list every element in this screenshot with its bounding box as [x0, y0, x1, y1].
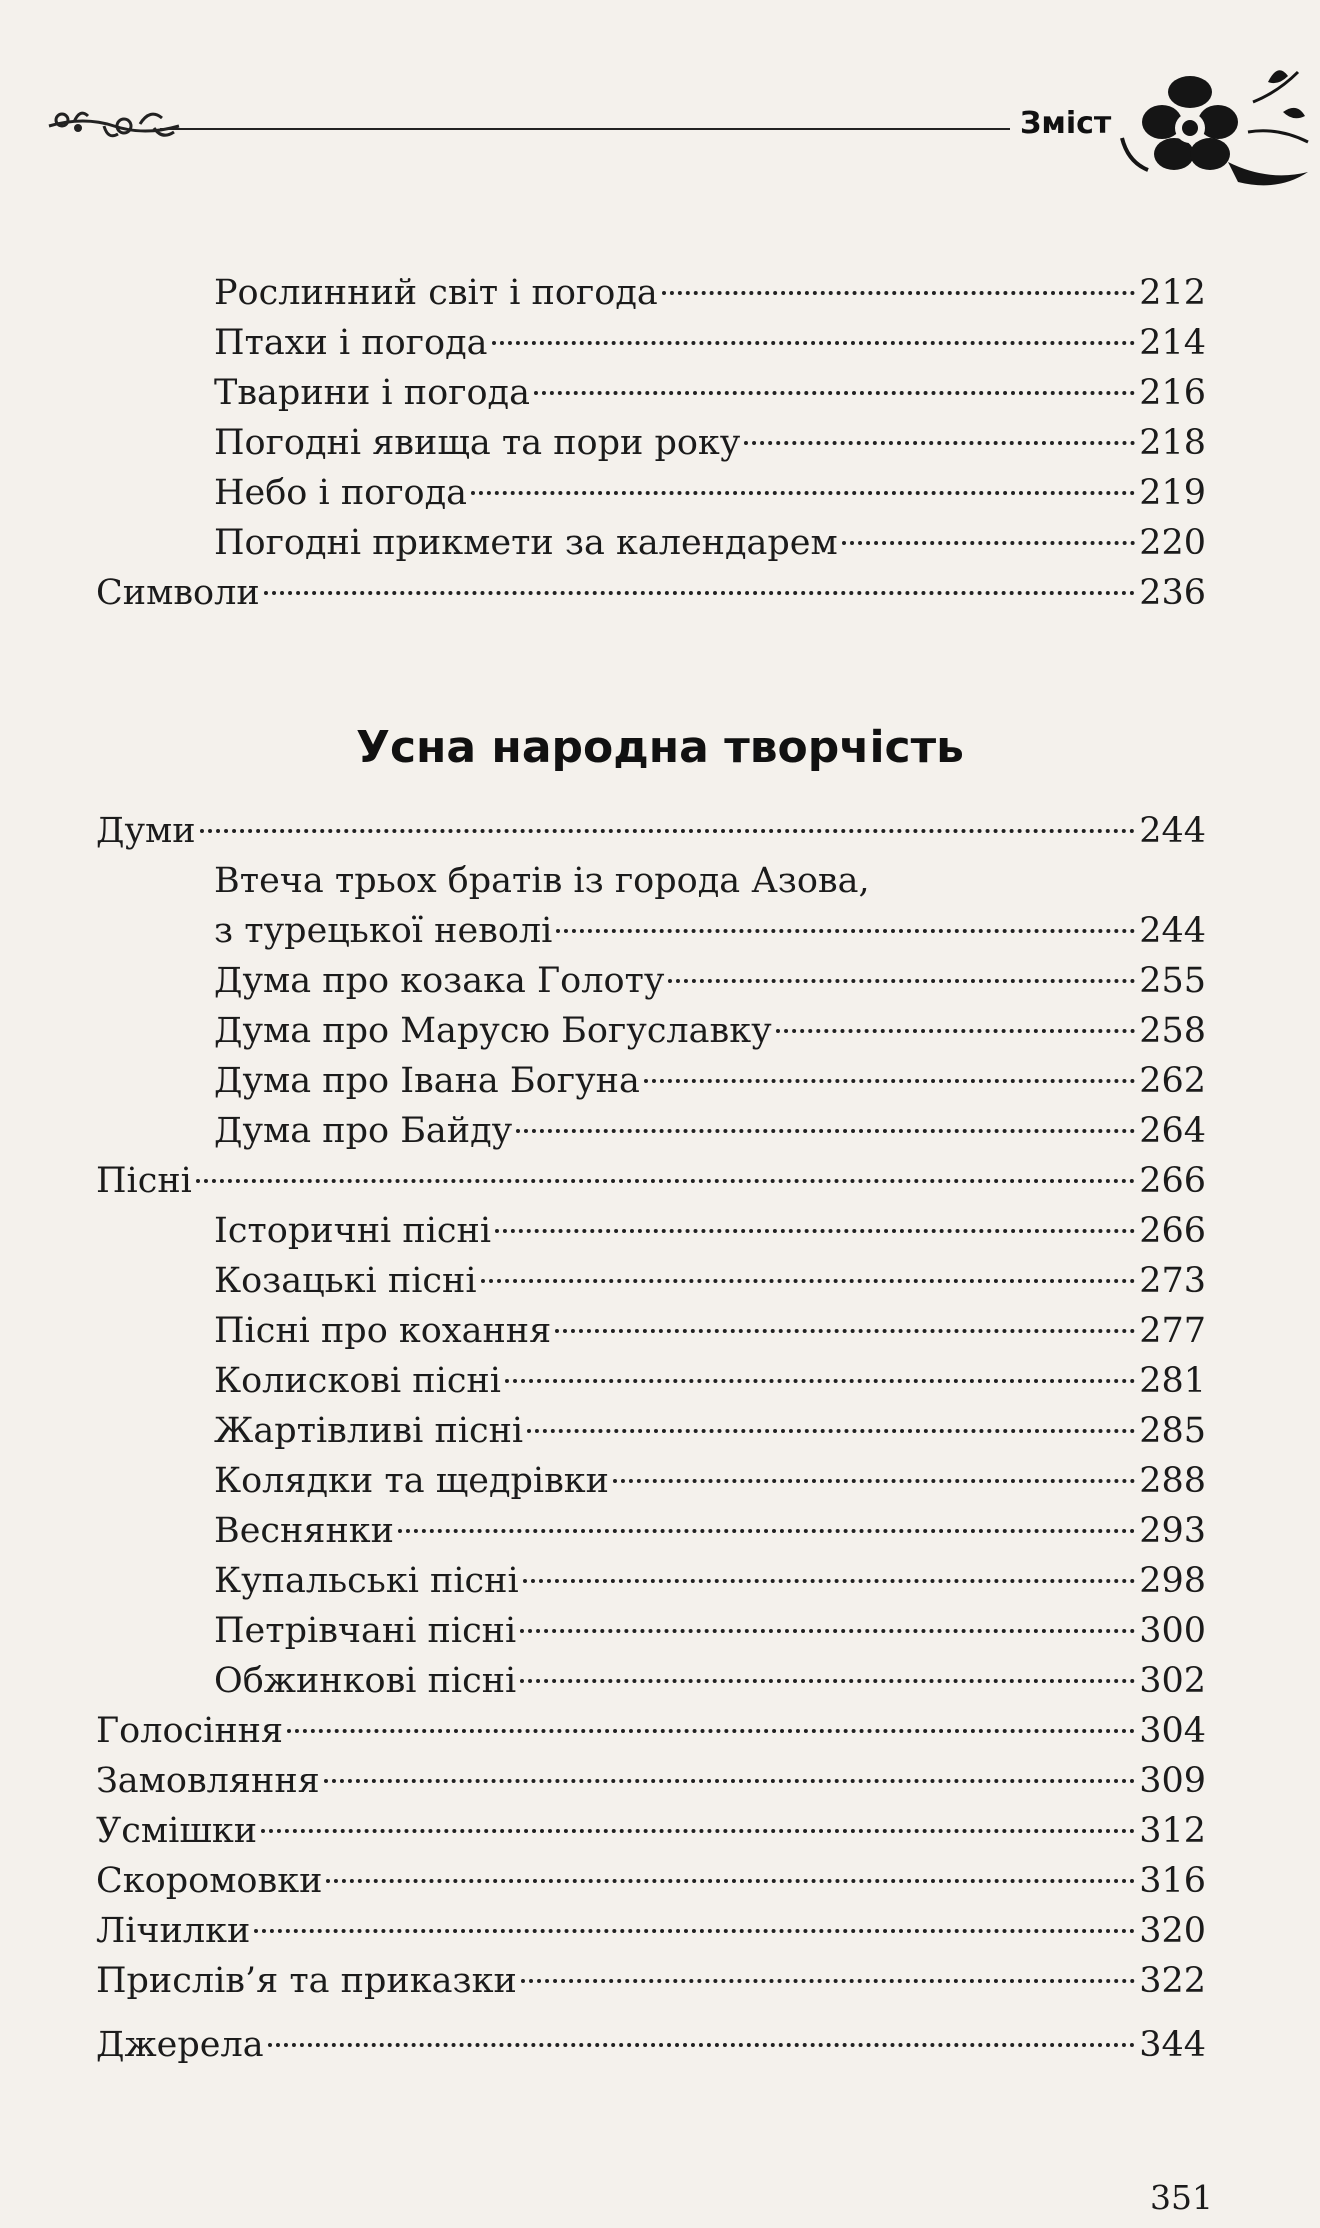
toc-entry-title: Замовляння: [96, 1761, 320, 1801]
toc-entry-page: 212: [1139, 273, 1206, 313]
toc-entry-title: Історичні пісні: [214, 1211, 492, 1251]
toc-entry: [214, 1656, 1206, 1706]
toc-entry: [214, 1556, 1206, 1606]
toc-entry: [96, 1756, 1206, 1806]
toc-entry-page: 316: [1139, 1861, 1206, 1901]
toc-leader-dots: [254, 1929, 1135, 1933]
toc-entry: [214, 1506, 1206, 1556]
toc-entry: [214, 856, 1206, 906]
toc-entry: [214, 1056, 1206, 1106]
toc-entry: [96, 1156, 1206, 1206]
toc-entry-title: Дума про Байду: [214, 1111, 513, 1151]
toc-leader-dots: [534, 391, 1135, 395]
toc-leader-dots: [287, 1729, 1135, 1733]
toc-entry-title: Лічилки: [96, 1911, 251, 1951]
toc-entry-title: Голосіння: [96, 1711, 284, 1751]
toc-entry: [214, 1306, 1206, 1356]
toc-entry-page: 277: [1139, 1311, 1206, 1351]
toc-entry-page: 304: [1139, 1711, 1206, 1751]
toc-entry-page: 244: [1139, 811, 1206, 851]
toc-leader-dots: [521, 1979, 1135, 1983]
toc-leader-dots: [527, 1429, 1135, 1433]
toc-entry-title: Скоромовки: [96, 1861, 323, 1901]
toc-entry-page: 300: [1139, 1611, 1206, 1651]
toc-entry: [214, 1006, 1206, 1056]
toc-entry-title: Козацькі пісні: [214, 1261, 477, 1301]
toc-leader-dots: [520, 1679, 1135, 1683]
toc-leader-dots: [520, 1629, 1135, 1633]
toc-entry: [214, 418, 1206, 468]
toc-entry-title: Дума про козака Голоту: [214, 961, 665, 1001]
toc-entry-title: Небо і погода: [214, 473, 468, 513]
toc-entry-page: 266: [1139, 1161, 1206, 1201]
toc-entry-page: 273: [1139, 1261, 1206, 1301]
toc-entry-title: Погодні прикмети за календарем: [214, 523, 838, 563]
toc-entry-title: Пісні: [96, 1161, 192, 1201]
toc-leader-dots: [261, 1829, 1135, 1833]
toc-entry-page: 236: [1139, 573, 1206, 613]
toc-entry-title: Погодні явища та пори року: [214, 423, 741, 463]
toc-entry: [214, 318, 1206, 368]
section-title: Усна народна творчість: [356, 722, 964, 773]
toc-entry: [214, 468, 1206, 518]
toc-entry-title: Жартівливі пісні: [214, 1411, 524, 1451]
toc-entry-page: 298: [1139, 1561, 1206, 1601]
toc-entry: [96, 1806, 1206, 1856]
toc-entry-title: Джерела: [96, 2025, 264, 2065]
toc-entry-title: Тварини і погода: [214, 373, 530, 413]
toc-entry: [214, 1456, 1206, 1506]
toc-entry: [214, 1106, 1206, 1156]
toc-entry-title: Прислів’я та приказки: [96, 1961, 517, 2001]
toc-leader-dots: [324, 1779, 1135, 1783]
toc-entry: [96, 2020, 1206, 2070]
toc-leader-dots: [613, 1479, 1135, 1483]
toc-leader-dots: [662, 291, 1135, 295]
toc-entry: [96, 806, 1206, 856]
toc-entry-page: 322: [1139, 1961, 1206, 2001]
toc-leader-dots: [555, 1329, 1135, 1333]
toc-leader-dots: [505, 1379, 1135, 1383]
toc-entry-title: Усмішки: [96, 1811, 258, 1851]
toc-leader-dots: [556, 929, 1135, 933]
toc-leader-dots: [842, 541, 1135, 545]
toc-entry-title: Думи: [96, 811, 196, 851]
toc-leader-dots: [644, 1079, 1135, 1083]
toc-leader-dots: [668, 979, 1135, 983]
toc-entry: [96, 1856, 1206, 1906]
toc-leader-dots: [326, 1879, 1135, 1883]
toc-entry-title: Дума про Марусю Богуславку: [214, 1011, 772, 1051]
toc-entry-title: Дума про Івана Богуна: [214, 1061, 640, 1101]
toc-entry-page: 285: [1139, 1411, 1206, 1451]
toc-entry: [214, 906, 1206, 956]
page-number: 351: [1150, 2178, 1213, 2217]
toc-entry: [214, 1356, 1206, 1406]
toc-leader-dots: [196, 1179, 1135, 1183]
toc-entry-page: 244: [1139, 911, 1206, 951]
toc-entry-page: 288: [1139, 1461, 1206, 1501]
toc-entry-title: Колискові пісні: [214, 1361, 501, 1401]
toc-entry-page: 312: [1139, 1811, 1206, 1851]
header-rule: [160, 128, 1010, 130]
toc-entry: [214, 1206, 1206, 1256]
toc-entry: [96, 568, 1206, 618]
toc-entry-page: 214: [1139, 323, 1206, 363]
toc-entry: [214, 1606, 1206, 1656]
toc-entry-title: Петрівчані пісні: [214, 1611, 517, 1651]
toc-entry: [214, 518, 1206, 568]
toc-leader-dots: [264, 591, 1136, 595]
toc-entry-title: з турецької неволі: [214, 911, 553, 951]
toc-entry: [214, 268, 1206, 318]
toc-entry-page: 264: [1139, 1111, 1206, 1151]
toc-entry: [96, 1906, 1206, 1956]
toc-entry-page: 266: [1139, 1211, 1206, 1251]
toc-entry: [96, 1956, 1206, 2006]
section-header-label: Зміст: [1020, 106, 1112, 141]
toc-leader-dots: [268, 2043, 1136, 2047]
toc-entry-title: Купальські пісні: [214, 1561, 519, 1601]
toc-entry-page: 262: [1139, 1061, 1206, 1101]
toc-leader-dots: [523, 1579, 1136, 1583]
toc-entry-page: 218: [1139, 423, 1206, 463]
toc-entry-title: Обжинкові пісні: [214, 1661, 517, 1701]
floral-vine-icon: [44, 86, 184, 156]
toc-entry-page: 220: [1139, 523, 1206, 563]
toc-leader-dots: [200, 829, 1136, 833]
toc-leader-dots: [471, 491, 1135, 495]
toc-entry-title: Рослинний світ і погода: [214, 273, 658, 313]
toc-entry-title: Птахи і погода: [214, 323, 488, 363]
toc-leader-dots: [744, 441, 1135, 445]
toc-entry-title: Колядки та щедрівки: [214, 1461, 610, 1501]
toc-entry-page: 320: [1139, 1911, 1206, 1951]
toc-entry: [214, 1406, 1206, 1456]
toc-leader-dots: [492, 341, 1136, 345]
toc-entry-page: 281: [1139, 1361, 1206, 1401]
toc-entry-page: 219: [1139, 473, 1206, 513]
toc-entry-page: 344: [1139, 2025, 1206, 2065]
toc-entry: [214, 368, 1206, 418]
toc-entry-page: 255: [1139, 961, 1206, 1001]
page-header: [0, 0, 1320, 200]
toc-leader-dots: [481, 1279, 1136, 1283]
toc-leader-dots: [776, 1029, 1135, 1033]
toc-entry-title: Веснянки: [214, 1511, 394, 1551]
toc-entry-page: 293: [1139, 1511, 1206, 1551]
toc-entry-page: 309: [1139, 1761, 1206, 1801]
toc-entry-page: 302: [1139, 1661, 1206, 1701]
toc-entry: [96, 1706, 1206, 1756]
toc-leader-dots: [398, 1529, 1135, 1533]
toc-entry-title: Символи: [96, 573, 260, 613]
flower-icon: [1118, 52, 1318, 202]
toc-entry-page: 258: [1139, 1011, 1206, 1051]
toc-leader-dots: [495, 1229, 1135, 1233]
toc-leader-dots: [516, 1129, 1135, 1133]
toc-entry-title: Пісні про кохання: [214, 1311, 552, 1351]
toc-entry-page: 216: [1139, 373, 1206, 413]
toc-entry: [214, 1256, 1206, 1306]
toc-entry-title: Втеча трьох братів із города Азова,: [214, 861, 870, 901]
toc-entry: [214, 956, 1206, 1006]
